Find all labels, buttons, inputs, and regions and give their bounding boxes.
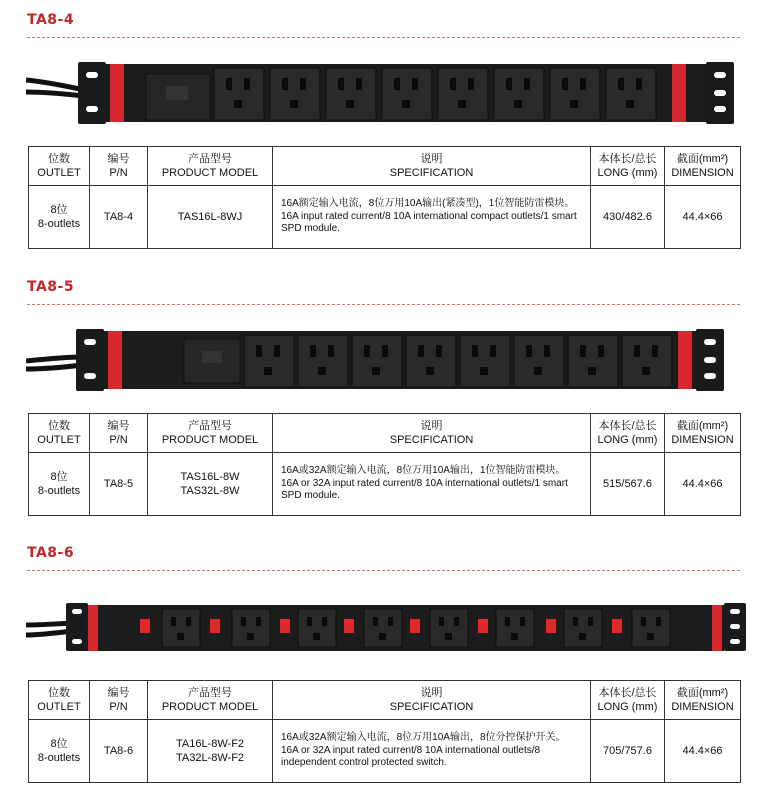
pn-cell: TA8-4 (90, 186, 148, 249)
spec-cell: 16A或32A额定输入电流，8位万用10A输出，8位分控保护开关。 16A or 32A input rated current/8 10A international outlets/8 independent control protected switch. (273, 720, 591, 783)
section-ta8-5 (0, 279, 780, 534)
header-dimension: 截面(mm²) DIMENSION (665, 414, 741, 453)
pdu-image-ta8-4 (26, 56, 746, 136)
long-cell: 705/757.6 (591, 720, 665, 783)
header-dimension: 截面(mm²) DIMENSION (665, 147, 741, 186)
header-long: 本体长/总长 LONG (mm) (591, 681, 665, 720)
long-cell: 515/567.6 (591, 453, 665, 516)
table-row (29, 720, 741, 783)
dimension-cell: 44.4×66 (665, 720, 741, 783)
section-ta8-4 (0, 12, 780, 267)
header-outlet: 位数 OUTLET (29, 147, 90, 186)
pdu-image-ta8-5 (26, 323, 746, 403)
header-model: 产品型号 PRODUCT MODEL (148, 681, 273, 720)
spec-table (28, 146, 741, 249)
header-pn: 编号 P/N (90, 147, 148, 186)
section-title: TA8-5 (27, 279, 75, 295)
section-divider (27, 37, 740, 38)
header-long: 本体长/总长 LONG (mm) (591, 414, 665, 453)
dimension-cell: 44.4×66 (665, 453, 741, 516)
header-spec: 说明 SPECIFICATION (273, 414, 591, 453)
model-cell: TA16L-8W-F2 TA32L-8W-F2 (148, 720, 273, 783)
header-long: 本体长/总长 LONG (mm) (591, 147, 665, 186)
header-dimension: 截面(mm²) DIMENSION (665, 681, 741, 720)
long-cell: 430/482.6 (591, 186, 665, 249)
section-divider (27, 570, 740, 571)
table-row (29, 186, 741, 249)
header-pn: 编号 P/N (90, 414, 148, 453)
model-cell: TAS16L-8WJ (148, 186, 273, 249)
section-title: TA8-4 (27, 12, 75, 28)
header-outlet: 位数 OUTLET (29, 681, 90, 720)
table-row (29, 453, 741, 516)
pn-cell: TA8-5 (90, 453, 148, 516)
section-title: TA8-6 (27, 545, 75, 561)
spec-table (28, 413, 741, 516)
model-cell: TAS16L-8W TAS32L-8W (148, 453, 273, 516)
pn-cell: TA8-6 (90, 720, 148, 783)
dimension-cell: 44.4×66 (665, 186, 741, 249)
pdu-image-ta8-6 (26, 595, 746, 665)
spec-cell: 16A额定输入电流，8位万用10A输出(紧凑型)，1位智能防雷模块。 16A input rated current/8 10A international compact outlets/1 smart SPD module. (273, 186, 591, 249)
outlet-cell: 8位 8-outlets (29, 186, 90, 249)
spec-cell: 16A或32A额定输入电流，8位万用10A输出，1位智能防雷模块。 16A or 32A input rated current/8 10A international outlets/1 smart SPD module. (273, 453, 591, 516)
outlet-cell: 8位 8-outlets (29, 453, 90, 516)
section-ta8-6 (0, 545, 780, 800)
header-spec: 说明 SPECIFICATION (273, 147, 591, 186)
outlet-cell: 8位 8-outlets (29, 720, 90, 783)
header-pn: 编号 P/N (90, 681, 148, 720)
header-model: 产品型号 PRODUCT MODEL (148, 414, 273, 453)
spec-table (28, 680, 741, 783)
header-model: 产品型号 PRODUCT MODEL (148, 147, 273, 186)
section-divider (27, 304, 740, 305)
header-outlet: 位数 OUTLET (29, 414, 90, 453)
header-spec: 说明 SPECIFICATION (273, 681, 591, 720)
